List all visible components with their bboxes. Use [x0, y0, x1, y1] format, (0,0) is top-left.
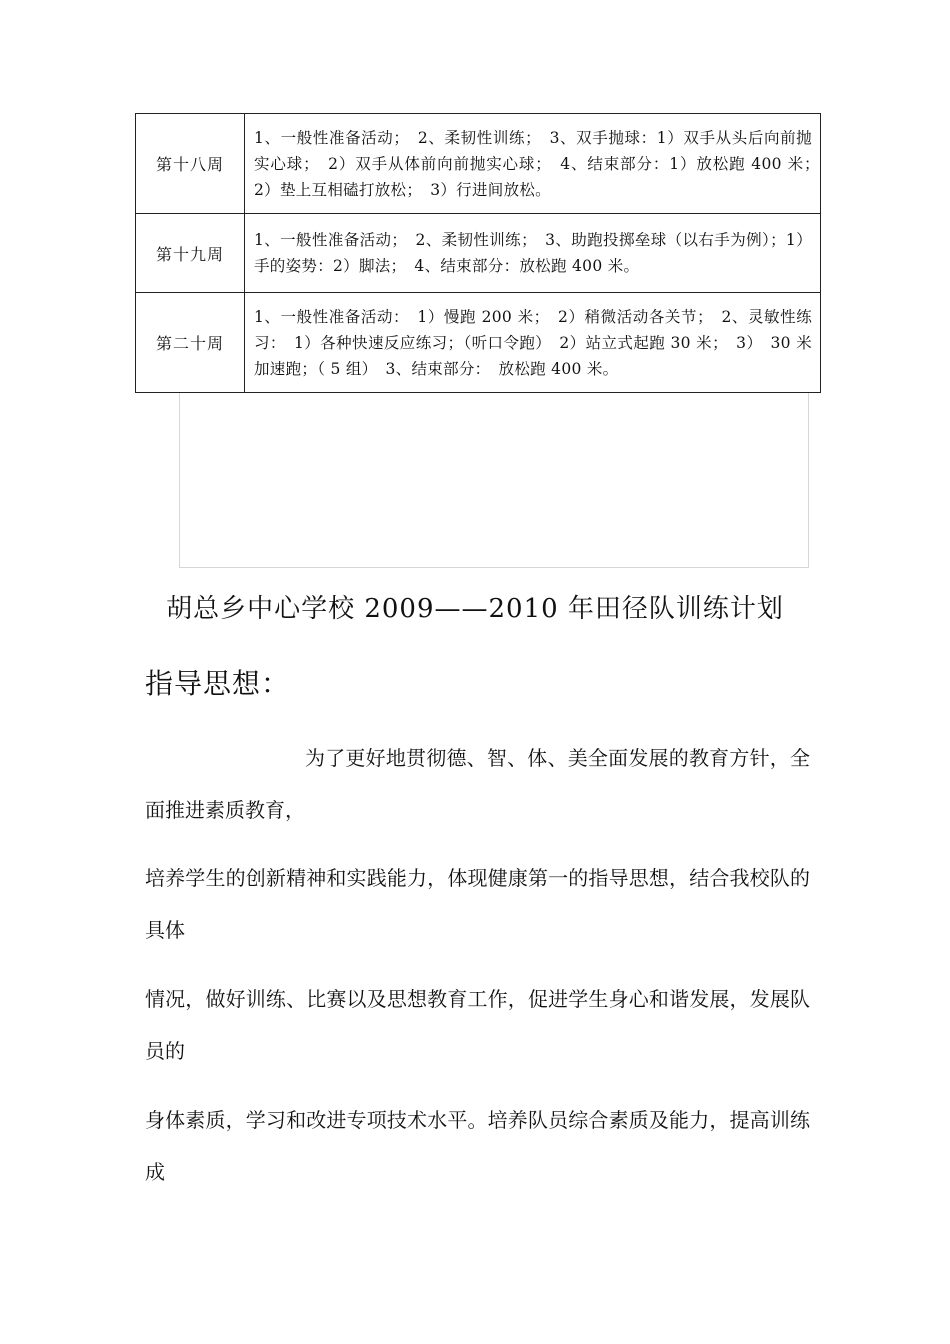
paragraph: 情况，做好训练、比赛以及思想教育工作，促进学生身心和谐发展，发展队员的 — [145, 987, 810, 1063]
document-title: 胡总乡中心学校 2009——2010 年田径队训练计划 — [166, 594, 784, 624]
week-label: 第十八周 — [136, 114, 245, 214]
table-row — [136, 114, 821, 214]
table-row — [136, 293, 821, 393]
week-content: 1、一般性准备活动； 2、柔韧性训练； 3、双手抛球：1）双手从头后向前抛实心球； 2）双手从体前向前抛实心球； 4、结束部分：1）放松跑 400 米； 2）垫上互相磕打放松； 3）行进间放松。 — [245, 114, 821, 214]
week-content: 1、一般性准备活动： 1）慢跑 200 米； 2）稍微活动各关节； 2、灵敏性练习： 1）各种快速反应练习；（听口令跑） 2）站立式起跑 30 米； 3） 30 米加速跑；（ 5 组） 3、结束部分： 放松跑 400 米。 — [245, 293, 821, 393]
paragraph: 培养学生的创新精神和实践能力，体现健康第一的指导思想，结合我校队的具体 — [145, 866, 810, 942]
section-heading-guiding-thought: 指导思想： — [145, 667, 291, 700]
week-label: 第十九周 — [136, 214, 245, 293]
week-content: 1、一般性准备活动； 2、柔韧性训练； 3、助跑投掷垒球（以右手为例）；1）手的姿势：2）脚法； 4、结束部分：放松跑 400 米。 — [245, 214, 821, 293]
paragraph: 为了更好地贯彻德、智、体、美全面发展的教育方针，全面推进素质教育， — [145, 746, 810, 822]
training-schedule-table — [135, 113, 828, 393]
week-label: 第二十周 — [136, 293, 245, 393]
table-row — [136, 214, 821, 293]
paragraph: 身体素质，学习和改进专项技术水平。培养队员综合素质及能力，提高训练成 — [145, 1108, 810, 1184]
